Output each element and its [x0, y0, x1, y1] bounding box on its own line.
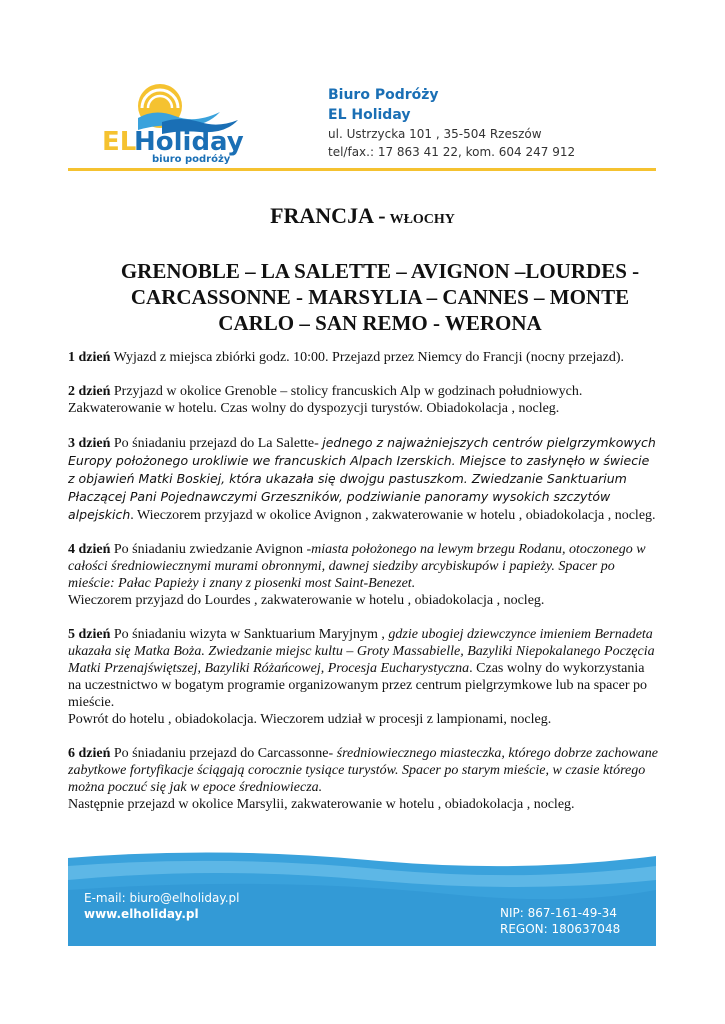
day-6-text: Po śniadaniu przejazd do Carcassonne- — [110, 746, 337, 761]
day-5-italic: gdzie ubogiej dziewczynce imieniem Bernadeta ukazała się Matka Boża. Zwiedzanie miejsc kultu – Groty Massabielle, Bazyliki Niepokalanego Poczęcia Matki Przenajświętszej, Bazyliki Różańcowej, Procesja Eucharystyczna — [68, 627, 655, 676]
footer-regon: REGON: 180637048 — [500, 922, 621, 936]
company-info — [328, 85, 575, 161]
day-1-label: 1 dzień — [68, 350, 111, 365]
route-line-2: CARCASSONNE - MARSYLIA – CANNES – MONTE — [130, 285, 630, 309]
day-2 — [68, 383, 658, 417]
day-6-text-end: Następnie przejazd w okolice Marsylii, zakwaterowanie w hotelu , obiadokolacja , nocleg. — [68, 797, 575, 812]
day-6-italic: średniowiecznego miasteczka, którego dobrze zachowane zabytkowe fortyfikacje ściągają corocznie tysiące turystów. Spacer po starym mieście, w czasie którego można poczuć się jak w epoce średniowiecza. — [68, 746, 658, 795]
route-line-3: CARLO – SAN REMO - WERONA — [218, 311, 542, 335]
logo-holiday-text: Holiday — [134, 127, 244, 157]
footer-contact — [84, 890, 240, 922]
company-name-line2: EL Holiday — [328, 107, 411, 123]
day-1-text: Wyjazd z miejsca zbiórki godz. 10:00. Przejazd przez Niemcy do Francji (nocny przejazd). — [110, 350, 624, 365]
day-6 — [68, 745, 658, 813]
day-5 — [68, 626, 658, 728]
title-main: FRANCJA - — [270, 203, 386, 228]
el-holiday-logo — [100, 78, 245, 164]
day-5-text-mid: . Czas wolny do wykorzystania na uczestnictwo w bogatym programie organizowanym przez centrum pielgrzymkowe lub na spacer po mieście. — [68, 661, 647, 710]
day-3-text-end: . Wieczorem przyjazd w okolice Avignon , zakwaterowanie w hotelu , obiadokolacja , nocleg. — [130, 508, 656, 523]
logo-sub-text: biuro podróży — [152, 154, 231, 164]
day-3-label: 3 dzień — [68, 436, 111, 451]
day-4-text: Po śniadaniu zwiedzanie Avignon — [110, 542, 307, 557]
day-3-text: Po śniadaniu przejazd do La Salette- — [110, 436, 323, 451]
day-2-text: Przyjazd w okolice Grenoble – stolicy francuskich Alp w godzinach południowych. Zakwaterowanie w hotelu. Czas wolny do dyspozycji turystów. Obiadokolacja , nocleg. — [68, 384, 583, 416]
day-6-label: 6 dzień — [68, 746, 111, 761]
day-4-label: 4 dzień — [68, 542, 111, 557]
itinerary — [68, 349, 658, 830]
footer-email: E-mail: biuro@elholiday.pl — [84, 891, 240, 905]
day-5-text-end: Powrót do hotelu , obiadokolacja. Wieczorem udział w procesji z lampionami, nocleg. — [68, 712, 552, 727]
company-phone: tel/fax.: 17 863 41 22, kom. 604 247 912 — [328, 145, 576, 159]
day-5-text: Po śniadaniu wizyta w Sanktuarium Maryjnym , — [110, 627, 389, 642]
footer-nip: NIP: 867-161-49-34 — [500, 906, 617, 920]
day-3-italic: jednego z najważniejszych centrów pielgrzymkowych Europy położonego urokliwie we francuskich Alpach Izerskich. Miejsce to zasłynęło w świecie z objawień Matki Boskiej, która ukazała się dwojgu pastuszkom. Zwiedzanie Sanktuarium Płaczącej Pani Pojednawczymi Grzeszników, podziwianie panoramy wysokich szczytów alpejskich — [68, 435, 656, 522]
day-3 — [68, 434, 658, 524]
page-title — [0, 203, 725, 229]
company-name-line1: Biuro Podróży — [328, 87, 439, 103]
header-divider — [68, 168, 656, 171]
logo-el-text: EL — [102, 127, 137, 157]
day-4-text-end: Wieczorem przyjazd do Lourdes , zakwaterowanie w hotelu , obiadokolacja , nocleg. — [68, 593, 545, 608]
footer-www: www.elholiday.pl — [84, 907, 199, 921]
route-line-1: GRENOBLE – LA SALETTE – AVIGNON –LOURDES - — [120, 259, 640, 283]
day-4 — [68, 541, 658, 609]
day-4-italic: -miasta położonego na lewym brzegu Rodanu, otoczonego w całości średniowiecznymi murami obronnymi, dawnej siedziby arcybiskupów i papieży. Spacer po mieście: Pałac Papieży i znany z piosenki most Saint-Benezet. — [68, 542, 646, 591]
day-2-label: 2 dzień — [68, 384, 111, 399]
footer-registration — [500, 905, 620, 937]
route-heading — [100, 258, 660, 336]
day-1 — [68, 349, 658, 366]
company-address: ul. Ustrzycka 101 , 35-504 Rzeszów — [328, 127, 542, 141]
letterhead — [0, 0, 725, 175]
footer-banner — [68, 850, 656, 946]
title-sub: WŁOCHY — [389, 212, 455, 227]
day-5-label: 5 dzień — [68, 627, 111, 642]
